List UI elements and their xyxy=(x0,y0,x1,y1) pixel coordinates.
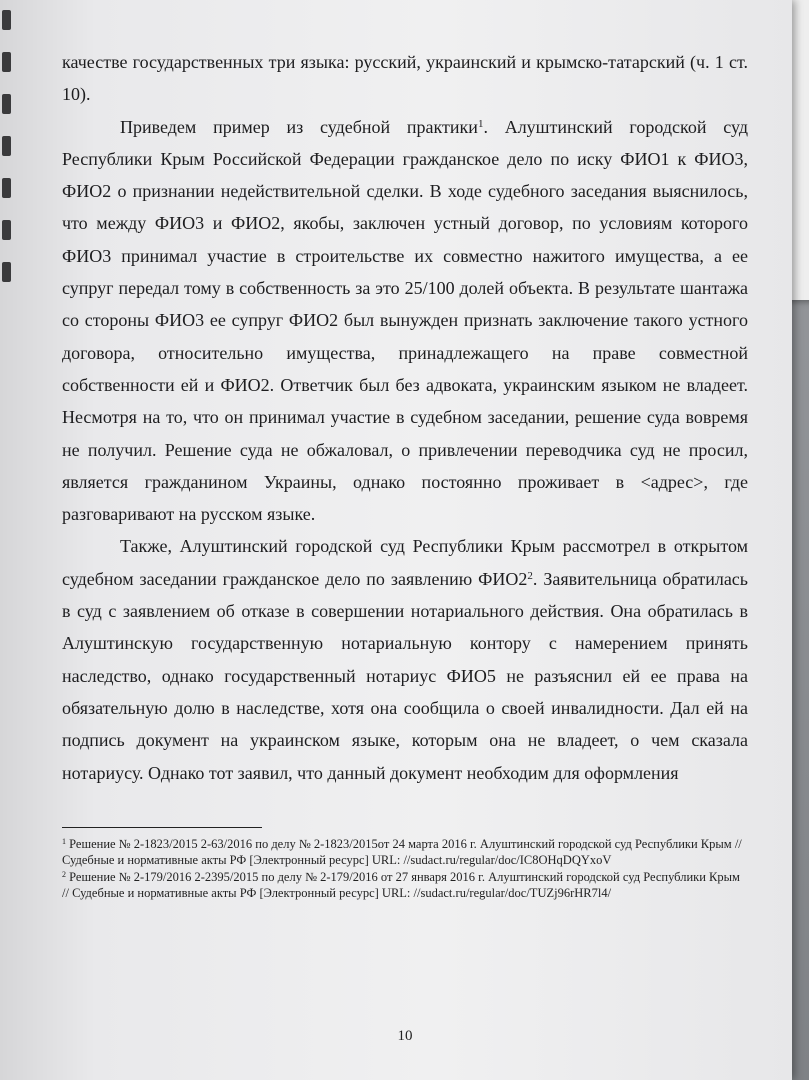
footnote-ref-1: 1 xyxy=(477,117,484,130)
footnote-2 xyxy=(62,869,748,902)
paragraph-2-rest: . Алуштинский городской суд Республики Крым Российской Федерации гражданское дело по иску ФИО1 к ФИО3, ФИО2 о признании недействительной сделки. В ходе судебного заседания выяснилось, что между ФИО3 и ФИО2, якобы, заключен устный договор, по условиям которого ФИО3 принимал участие в строительстве их совместно нажитого имущества, а ее супруг передал тому в собственность за это 25/100 долей объекта. В результате шантажа со стороны ФИО3 ее супруг ФИО2 был вынужден признать заключение такого устного договора, относительно имущества, принадлежащего на праве совместной собственности ей и ФИО2. Ответчик был без адвоката, украинским языком не владеет. Несмотря на то, что он принимал участие в судебном заседании, решение суда вовремя не получил. Решение суда не обжаловал, о привлечении переводчика суд не просил, является гражданином Украины, однако постоянно проживает в <адрес>, где разговаривают на русском языке. xyxy=(62,116,748,525)
footnote-text: Решение № 2-1823/2015 2-63/2016 по делу № 2-1823/2015от 24 марта 2016 г. Алуштинский городской суд Республики Крым //Судебные и нормативные акты РФ [Электронный ресурс] URL: //sudact.ru/regular/doc/IC8OHqDQYxoV xyxy=(62,836,742,868)
page-content xyxy=(62,46,749,1044)
footnotes xyxy=(62,836,748,902)
paragraph-3-rest: . Заявительница обратилась в суд с заявлением об отказе в совершении нотариального действия. Она обратилась в Алуштинскую государственную нотариальную контору с намерением принять наследство, однако государственный нотариус ФИО5 не разъяснил ей ее права на обязательную долю в наследстве, хотя она сообщила о своей инвалидности. Дал ей на подпись документ на украинском языке, которым она не владеет, о чем сказала нотариусу. Однако тот заявил, что данный документ необходим для оформления xyxy=(62,568,749,783)
body-text xyxy=(62,46,748,789)
footnote-ref-2: 2 xyxy=(527,569,533,582)
footnote-1 xyxy=(62,836,748,869)
footnote-number: 2 xyxy=(62,869,66,879)
paragraph-2-start: Приведем пример из судебной практики xyxy=(120,116,478,137)
footnote-number: 1 xyxy=(62,836,66,846)
paragraph-3 xyxy=(62,530,748,788)
paragraph-1: качестве государственных три языка: русский, украинский и крымско-татарский (ч. 1 ст. 10). xyxy=(62,52,748,105)
page-number: 10 xyxy=(397,1028,413,1044)
paragraph-2 xyxy=(62,111,748,531)
spiral-binding xyxy=(0,0,16,320)
footnote-separator xyxy=(62,827,262,828)
footnote-text: Решение № 2-179/2016 2-2395/2015 по делу № 2-179/2016 от 27 января 2016 г. Алуштинский городской суд Республики Крым // Судебные и нормативные акты РФ [Электронный ресурс] URL: //sudact.ru/regular/doc/TUZj96rHR7l4/ xyxy=(62,869,740,901)
paragraph-3-start: Также, Алуштинский городской суд Республики Крым рассмотрел в открытом судебном заседании гражданское дело по заявлению ФИО2 xyxy=(62,536,748,589)
